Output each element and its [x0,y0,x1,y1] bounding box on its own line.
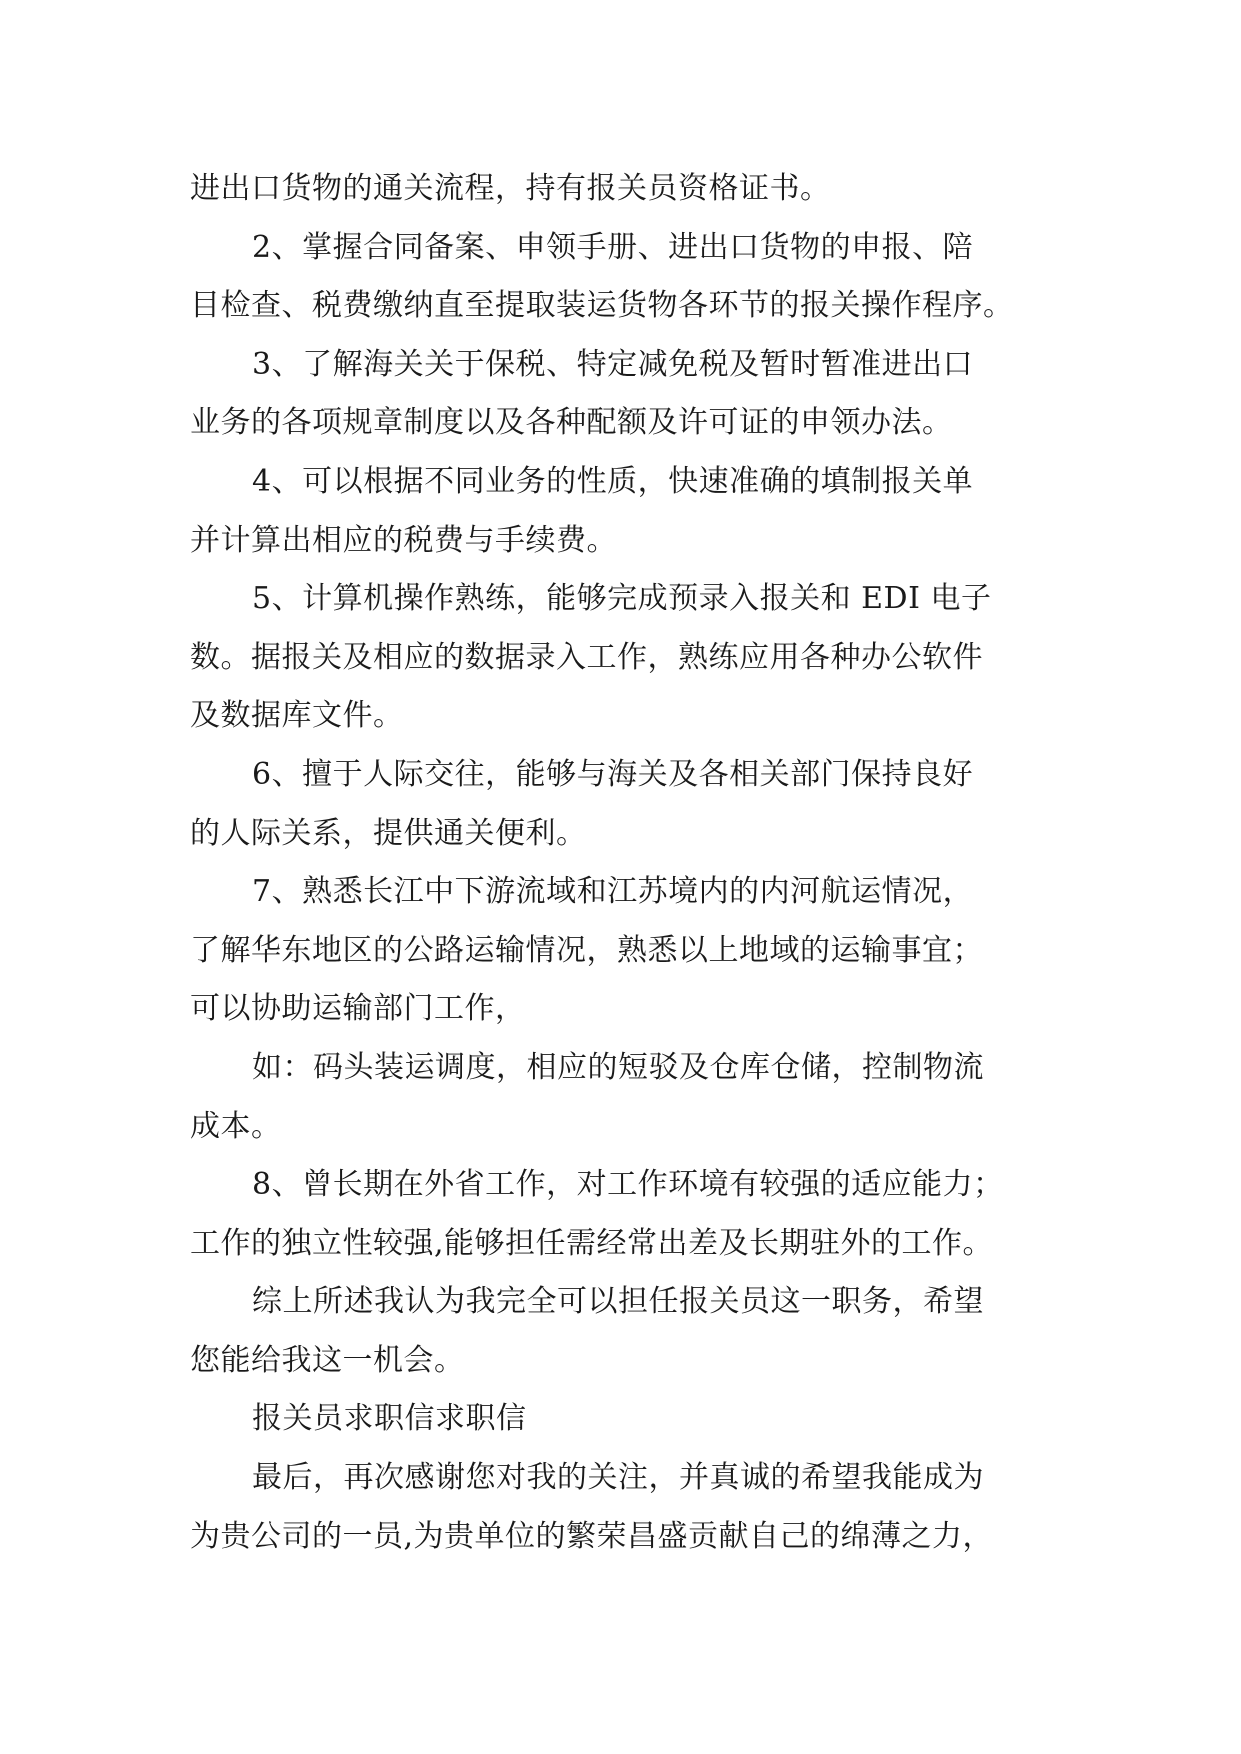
text-line: 8、曾长期在外省工作，对工作环境有较强的适应能力； [252,1167,1004,1203]
text-line: 2、掌握合同备案、申领手册、进出口货物的申报、陪 [252,229,974,265]
text-line: 可以协助运输部门工作， [190,991,526,1027]
text-line: 4、可以根据不同业务的性质，快速准确的填制报关单 [252,463,974,499]
text-line: 为贵公司的一员,为贵单位的繁荣昌盛贡献自己的绵薄之力， [190,1518,994,1554]
text-line: 业务的各项规章制度以及各种配额及许可证的申领办法。 [190,405,953,441]
text-line: 及数据库文件。 [190,698,404,734]
text-line: 工作的独立性较强,能够担任需经常出差及长期驻外的工作。 [190,1225,994,1261]
text-line: 您能给我这一机会。 [190,1342,465,1378]
text-line: 综上所述我认为我完全可以担任报关员这一职务，希望 [252,1284,984,1320]
text-line: 并计算出相应的税费与手续费。 [190,522,617,558]
text-line: 如：码头装运调度，相应的短驳及仓库仓储，控制物流 [252,1049,984,1085]
text-line: 成本。 [190,1108,282,1144]
text-line: 目检查、税费缴纳直至提取装运货物各环节的报关操作程序。 [190,288,1014,324]
text-line: 进出口货物的通关流程，持有报关员资格证书。 [190,171,831,206]
text-line: 7、熟悉长江中下游流域和江苏境内的内河航运情况， [252,874,974,910]
text-line: 报关员求职信求职信 [252,1401,527,1437]
text-line: 最后，再次感谢您对我的关注，并真诚的希望我能成为 [252,1460,984,1496]
text-line: 的人际关系，提供通关便利。 [190,815,587,851]
text-line: 了解华东地区的公路运输情况，熟悉以上地域的运输事宜； [190,932,983,968]
body-text [190,160,1070,1566]
text-line: 3、了解海关关于保税、特定减免税及暂时暂准进出口 [252,346,974,382]
text-line: 6、擅于人际交往，能够与海关及各相关部门保持良好 [252,756,974,792]
text-line: 数。据报关及相应的数据录入工作，熟练应用各种办公软件 [190,639,983,675]
text-line: 5、计算机操作熟练，能够完成预录入报关和 EDI 电子 [252,581,992,617]
